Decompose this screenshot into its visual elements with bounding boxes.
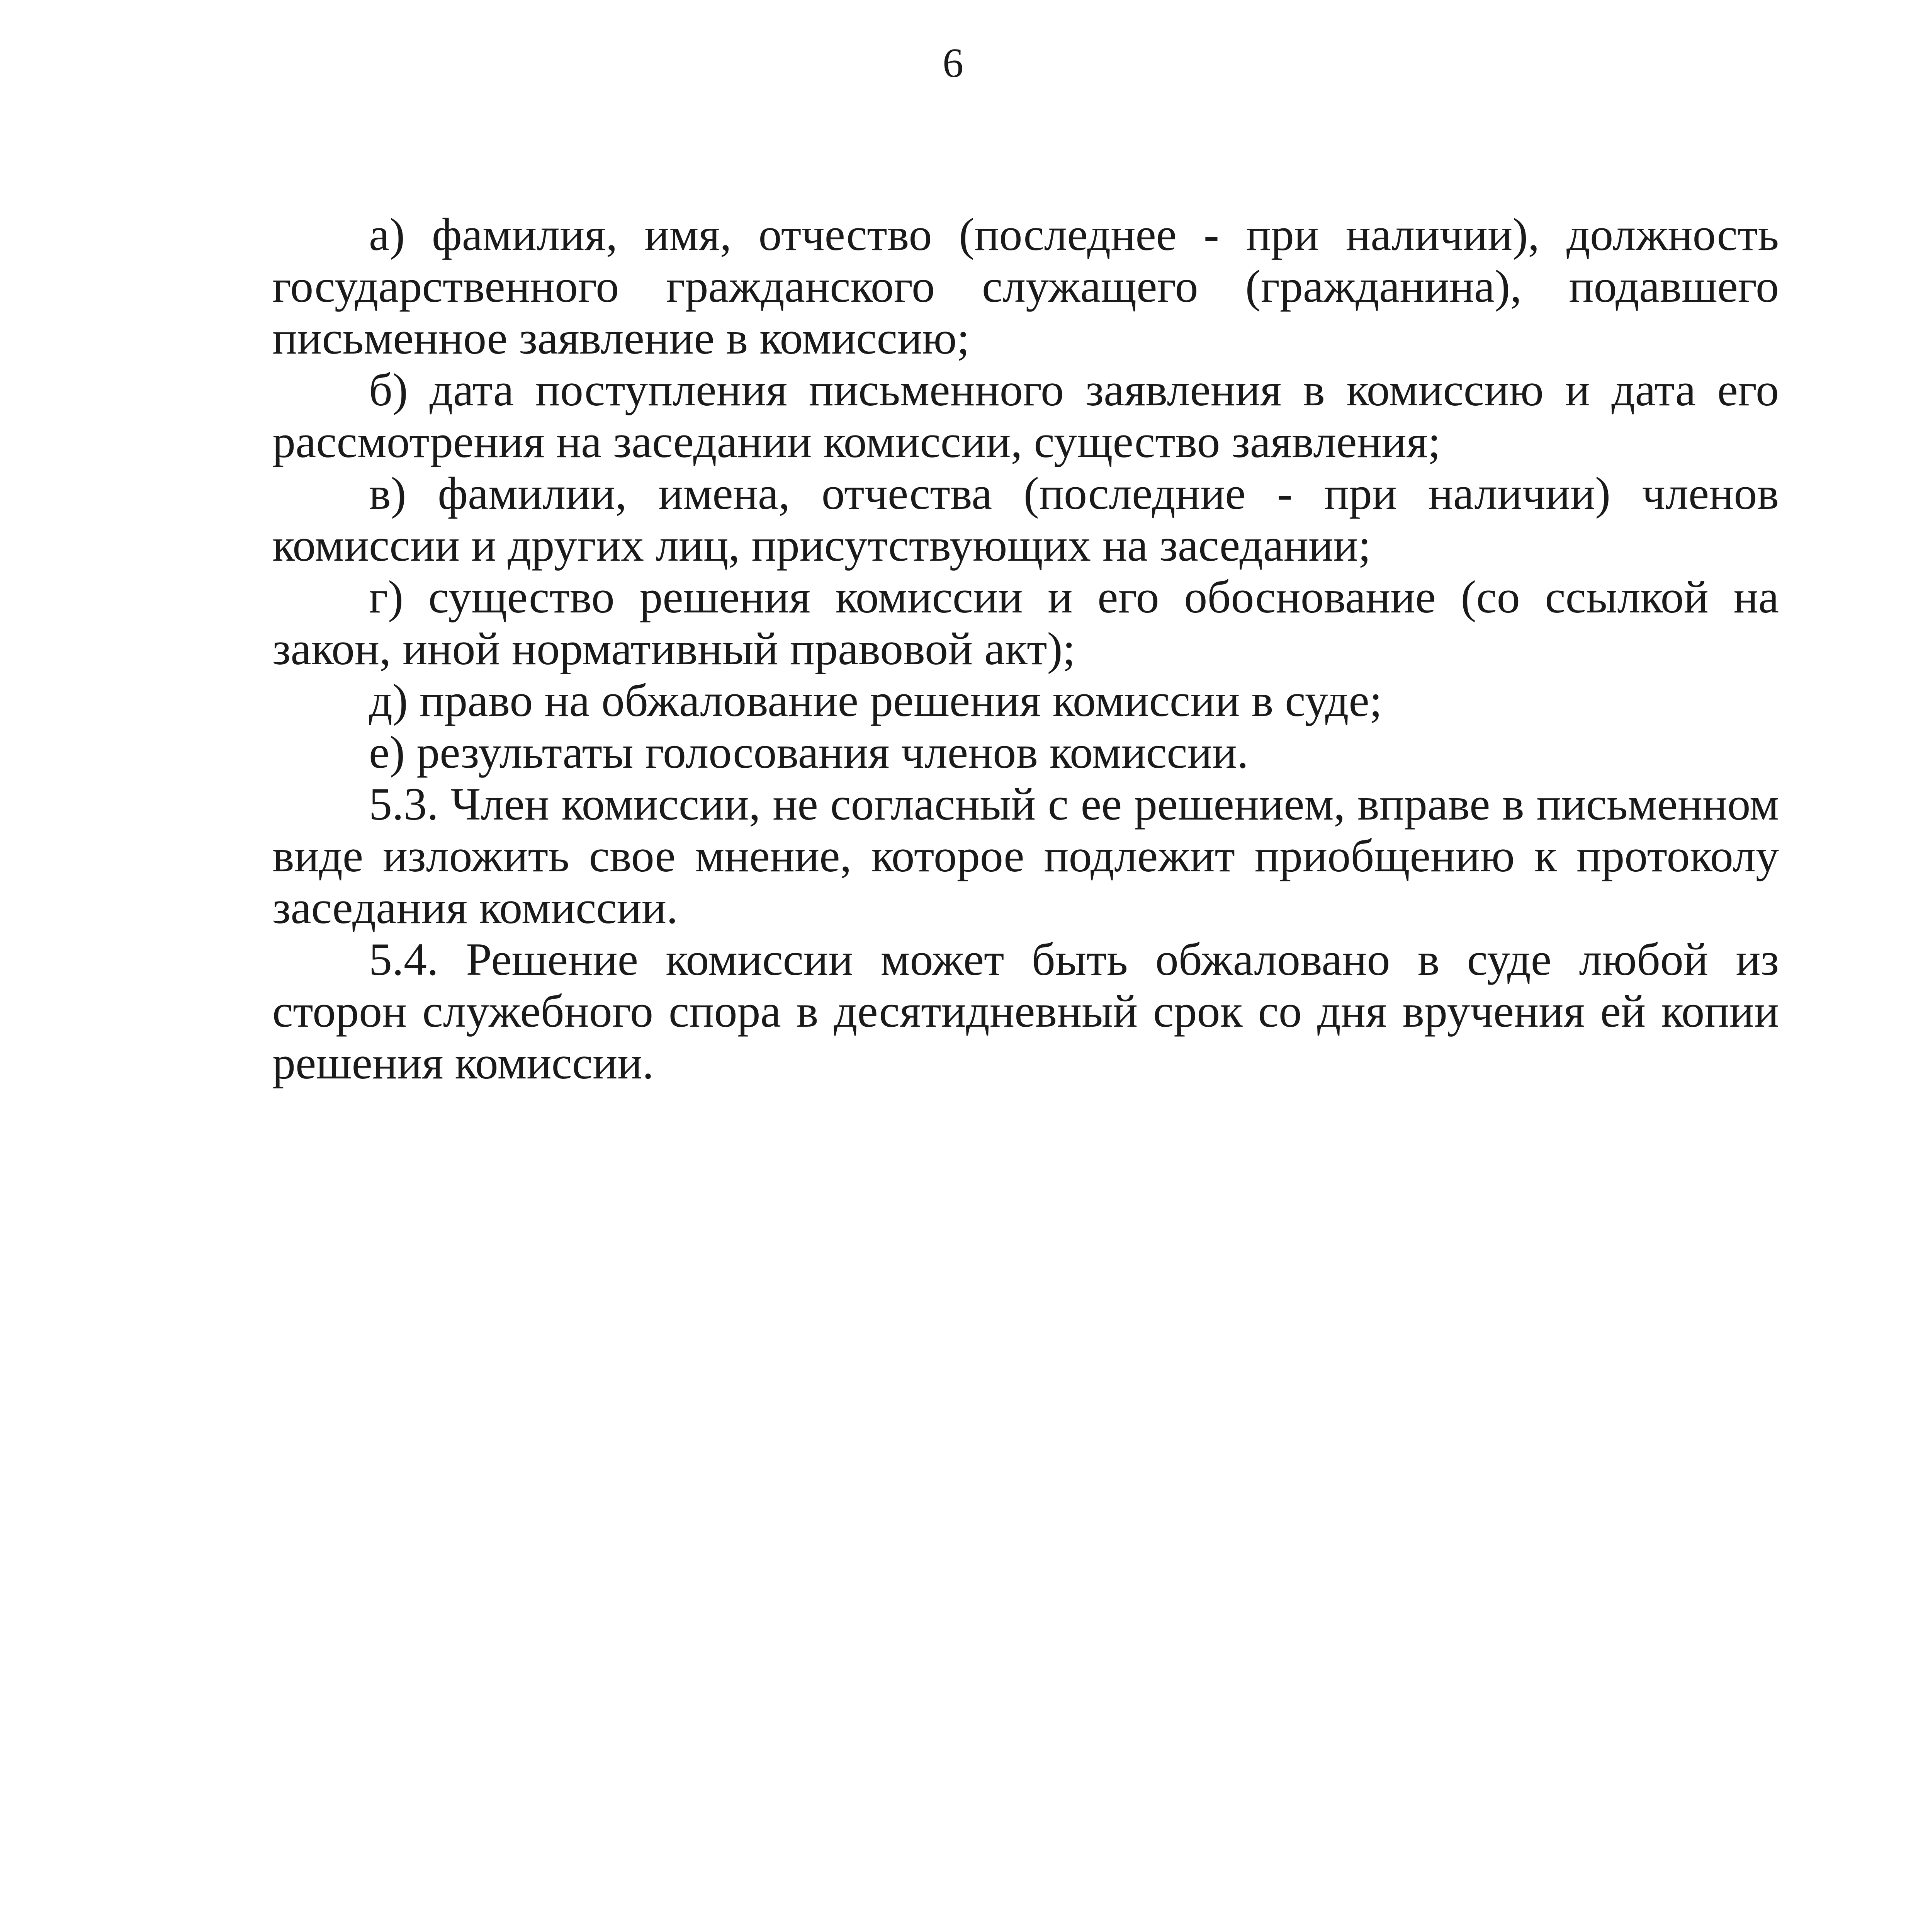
- paragraph-item-g: г) существо решения комиссии и его обоснование (со ссылкой на закон, иной нормативный правовой акт);: [272, 571, 1779, 674]
- paragraph-item-a: а) фамилия, имя, отчество (последнее - при наличии), должность государственного гражданского служащего (гражданина), подавшего письменное заявление в комиссию;: [272, 209, 1779, 364]
- paragraph-item-b: б) дата поступления письменного заявления в комиссию и дата его рассмотрения на заседании комиссии, существо заявления;: [272, 364, 1779, 467]
- paragraph-item-v: в) фамилии, имена, отчества (последние - при наличии) членов комиссии и других лиц, присутствующих на заседании;: [272, 468, 1779, 571]
- paragraph-5-3: 5.3. Член комиссии, не согласный с ее решением, вправе в письменном виде изложить свое мнение, которое подлежит приобщению к протоколу заседания комиссии.: [272, 778, 1779, 933]
- paragraph-5-4: 5.4. Решение комиссии может быть обжаловано в суде любой из сторон служебного спора в десятидневный срок со дня вручения ей копии решения комиссии.: [272, 934, 1779, 1088]
- paragraph-item-d: д) право на обжалование решения комиссии в суде;: [369, 675, 1383, 726]
- document-body: [272, 209, 1779, 1089]
- page-number: 6: [943, 40, 963, 86]
- paragraph-item-e: е) результаты голосования членов комиссии.: [369, 726, 1249, 778]
